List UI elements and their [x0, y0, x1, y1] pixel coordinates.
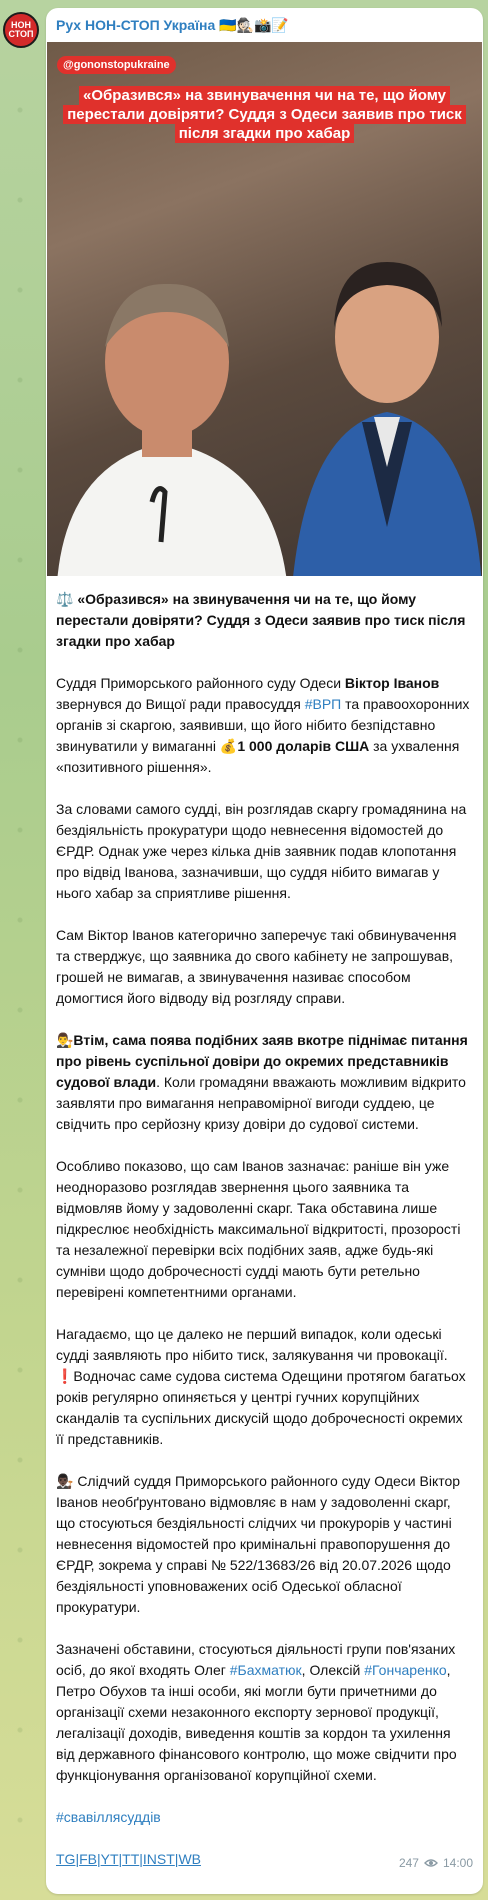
channel-name[interactable]: Рух НОН-СТОП Україна 🇺🇦🕵🏻📸📝 — [56, 17, 289, 33]
link-tt[interactable]: TT — [122, 1851, 140, 1867]
paragraph-1 — [56, 673, 473, 778]
separator: | — [174, 1851, 179, 1867]
separator: | — [139, 1851, 143, 1867]
p1-text-a: Суддя Приморського районного суду Одеси — [56, 675, 345, 691]
hashtag-bakhmatiuk[interactable]: #Бахматюк — [229, 1662, 302, 1678]
paragraph-4 — [56, 1030, 473, 1135]
paragraph-7: 👨🏿‍⚖️ Слідчий суддя Приморського районного суду Одеси Віктор Іванов необґрунтовано відмовляє в нам у задоволенні скарг, що стосуються бездіяльності слідчих чи прокурорів у частині невнесення відомостей про кримінальні правопорушення до ЄРДР, зокрема у справі № 522/13683/26 від 20.07.2026 щодо бездіяльності уповноважених осіб Одеської обласної прокуратури. — [56, 1473, 461, 1615]
separator: | — [118, 1851, 123, 1867]
channel-avatar[interactable] — [3, 12, 39, 48]
p4-rest: . Коли громадяни вважають можливим відкрито заявляти про вимагання неправомірної вигоди суддею, це свідчить про серйозну кризу довіри до судової системи. — [56, 1074, 466, 1132]
link-fb[interactable]: FB — [79, 1851, 97, 1867]
paragraph-2: За словами самого судді, він розглядав скаргу громадянина на бездіяльність прокуратури щодо невнесення відомостей до ЄРДР. Однак уже через кілька днів заявник подав клопотання про відвід Іванова, зазначивши, що суддя нібито вимагав у нього хабар за сприятливе рішення. — [56, 801, 467, 901]
post-title: ⚖️ «Образився» на звинувачення чи на те, що йому перестали довіряти? Суддя з Одеси заявив про тиск після згадки про хабар — [56, 591, 466, 649]
hashtag-judges[interactable]: #свавіллясуддів — [56, 1809, 161, 1825]
link-tg[interactable]: TG — [56, 1851, 76, 1867]
person-left-figure — [57, 252, 287, 576]
p6-text-a: Нагадаємо, що це далеко не перший випадок, коли одеські судді заявляють про нібито тиск, залякування чи провокації. — [56, 1326, 448, 1363]
p8-text-b: , Олексій — [301, 1662, 365, 1678]
p8-text-c: , Петро Обухов та інші особи, які могли бути причетними до організації схеми незаконного експорту зернової продукції, легалізації доходів, виведення коштів за кордон та ухилення від державного фінансового контролю, що може свідчити про функціонування організованої корупційної схеми. — [56, 1662, 457, 1783]
p4-bold: 👨‍⚖️Втім, сама поява подібних заяв вкотре піднімає питання про рівень суспільної довіри до окремих представників судової влади — [56, 1032, 468, 1090]
image-handle: @gononstopukraine — [57, 56, 176, 74]
p6-text-b: ❗️Водночас саме судова система Одещини протягом багатьох років регулярно опиняється у центрі гучних корупційних скандалів та суспільних дискусій щодо доброчесності окремих її представників. — [56, 1368, 466, 1447]
paragraph-6 — [56, 1324, 473, 1450]
eye-icon — [424, 1858, 438, 1868]
separator: | — [75, 1851, 80, 1867]
paragraph-8 — [56, 1639, 473, 1786]
post-image[interactable] — [47, 42, 482, 576]
bribe-sum: 💰1 000 доларів США — [219, 738, 370, 754]
message-time: 14:00 — [442, 1856, 473, 1870]
separator: | — [96, 1851, 101, 1867]
p1-text-d: за ухвалення «позитивного рішення». — [56, 738, 460, 775]
paragraph-hashtag — [56, 1807, 473, 1828]
paragraph-5: Особливо показово, що сам Іванов зазначає: раніше він уже неодноразово розглядав звернення цього заявника та відмовляв йому у задоволенні скарг. Така обставина лише підкреслює необхідність максимальної відкритості, прозорості та незалежної перевірки всіх подібних заяв, адже будь-які сумніви щодо доброчесності судді мають бути ретельно перевірені компетентними органами. — [56, 1158, 461, 1300]
link-wb[interactable]: WB — [178, 1851, 201, 1867]
hashtag-vrp[interactable]: #ВРП — [304, 696, 342, 712]
message-bubble — [46, 8, 483, 1894]
paragraph-3: Сам Віктор Іванов категорично заперечує такі обвинувачення та стверджує, що заявника до свого кабінету не запрошував, грошей не вимагав, а звинувачення називає способом домогтися його відводу від розгляду справи. — [56, 927, 457, 1006]
image-headline-text: «Образився» на звинувачення чи на те, що йому перестали довіряти? Суддя з Одеси заявив про тиск після згадки про хабар — [63, 86, 466, 143]
social-links — [56, 1851, 201, 1867]
image-headline — [61, 86, 468, 143]
person-right-figure — [292, 227, 482, 576]
p1-text-b: звернувся до Вищої ради правосуддя — [56, 696, 305, 712]
avatar-text-1: НОН — [11, 20, 31, 30]
link-inst[interactable]: INST — [142, 1851, 175, 1867]
judge-name: Віктор Іванов — [344, 675, 440, 691]
p1-text-c: та правоохоронних органів зі скаргою, заявивши, що його нібито безпідставно звинуватили у вимаганні — [56, 696, 470, 754]
link-yt[interactable]: YT — [100, 1851, 119, 1867]
hashtag-honcharenko[interactable]: #Гончаренко — [364, 1662, 447, 1678]
message-meta — [399, 1856, 473, 1870]
view-count: 247 — [398, 1856, 419, 1870]
p8-text-a: Зазначені обставини, стосуються діяльності групи пов'язаних осіб, до якої входять Олег — [56, 1641, 456, 1678]
post-text — [46, 576, 483, 1828]
avatar-text-2: СТОП — [8, 29, 34, 39]
